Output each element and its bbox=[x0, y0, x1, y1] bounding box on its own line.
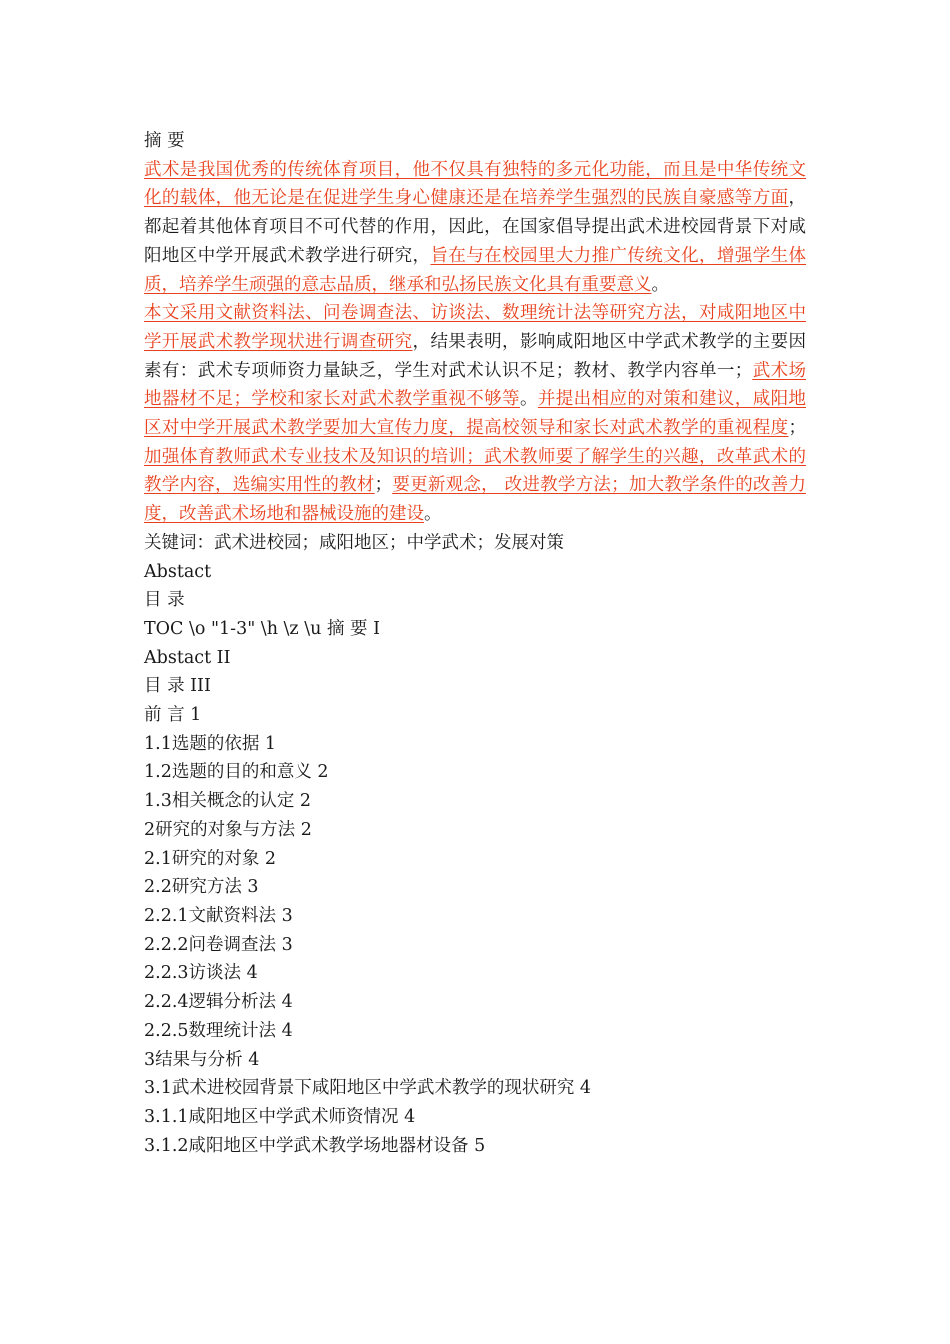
highlighted-text-segment: 并提出相应的对策和建议，咸阳地区对中学开展武术教学要加大宣传力度，提高校领导和家长对武术教学的重视程度 bbox=[144, 389, 807, 439]
text-segment: ，结果表明，影响咸阳地区中学武术教学的主要因素有：武术专项师资力量缺乏，学生对武术认识不足；教材、教学内容单一； bbox=[144, 331, 807, 381]
keywords-line: 关键词：武术进校园；咸阳地区；中学武术；发展对策 bbox=[144, 532, 564, 553]
toc-entry[interactable]: 2.2研究方法 3 bbox=[144, 877, 259, 898]
toc-entry[interactable]: 1.2选题的目的和意义 2 bbox=[144, 762, 329, 783]
text-segment: 。 bbox=[424, 504, 442, 525]
highlighted-text-segment: 旨在与在校园里大力推广传统文化，增强学生体质，培养学生顽强的意志品质，继承和弘扬民族文化具有重要意义 bbox=[144, 245, 807, 295]
toc-field-code: TOC \o "1-3" \h \z \u 摘 要 I bbox=[144, 618, 380, 639]
abstract-paragraph-1 bbox=[144, 156, 806, 300]
text-segment: 。 bbox=[519, 389, 538, 410]
toc-heading: 目 录 bbox=[144, 590, 185, 611]
toc-entry[interactable]: 1.3相关概念的认定 2 bbox=[144, 791, 312, 812]
toc-entry[interactable]: 2.1研究的对象 2 bbox=[144, 848, 277, 869]
toc-entry[interactable]: Abstact II bbox=[144, 647, 231, 668]
toc-list bbox=[144, 644, 806, 1161]
toc-entry[interactable]: 3.1.1咸阳地区中学武术师资情况 4 bbox=[144, 1106, 416, 1127]
document-content bbox=[144, 127, 806, 1160]
text-segment: ，都起着其他体育项目不可代替的作用，因此，在国家倡导提出武术进校园背景下对咸阳地区中学开展武术教学进行研究， bbox=[144, 188, 806, 266]
toc-entry[interactable]: 2研究的对象与方法 2 bbox=[144, 819, 312, 840]
text-segment: 。 bbox=[651, 274, 669, 295]
highlighted-text-segment: 本文采用文献资料法、问卷调查法、访谈法、数理统计法等研究方法，对咸阳地区中学开展武术教学现状进行调查研究 bbox=[144, 303, 806, 352]
abstract-heading: 摘 要 bbox=[144, 131, 185, 151]
toc-entry[interactable]: 2.2.5数理统计法 4 bbox=[144, 1020, 293, 1041]
toc-entry[interactable]: 1.1选题的依据 1 bbox=[144, 733, 277, 754]
highlighted-text-segment: 武术是我国优秀的传统体育项目，他不仅具有独特的多元化功能，而且是中华传统文化的载体，他无论是在促进学生身心健康还是在培养学生强烈的民族自豪感等方面 bbox=[144, 159, 806, 209]
toc-entry[interactable]: 2.2.2问卷调查法 3 bbox=[144, 934, 293, 955]
toc-entry[interactable]: 目 录 III bbox=[144, 676, 211, 697]
toc-entry[interactable]: 2.2.3访谈法 4 bbox=[144, 963, 258, 984]
toc-entry[interactable]: 2.2.1文献资料法 3 bbox=[144, 905, 293, 926]
abstract-paragraph-2 bbox=[144, 299, 806, 529]
text-segment: ； bbox=[374, 475, 393, 496]
toc-entry[interactable]: 3.1.2咸阳地区中学武术教学场地器材设备 5 bbox=[144, 1135, 486, 1156]
highlighted-text-segment: 要更新观念， 改进教学方法；加大教学条件的改善力度，改善武术场地和器械设施的建设 bbox=[144, 475, 806, 525]
toc-entry[interactable]: 前 言 1 bbox=[144, 705, 202, 726]
highlighted-text-segment: 武术场地器材不足；学校和家长对武术教学重视不够等 bbox=[144, 360, 807, 410]
toc-entry[interactable]: 3.1武术进校园背景下咸阳地区中学武术教学的现状研究 4 bbox=[144, 1078, 592, 1099]
toc-entry[interactable]: 3结果与分析 4 bbox=[144, 1049, 260, 1070]
text-segment: ； bbox=[788, 418, 806, 439]
highlighted-text-segment: 加强体育教师武术专业技术及知识的培训；武术教师要了解学生的兴趣，改革武术的教学内容，选编实用性的教材 bbox=[144, 446, 806, 496]
abstract-en-heading: Abstact bbox=[144, 561, 212, 582]
toc-entry[interactable]: 2.2.4逻辑分析法 4 bbox=[144, 992, 293, 1013]
